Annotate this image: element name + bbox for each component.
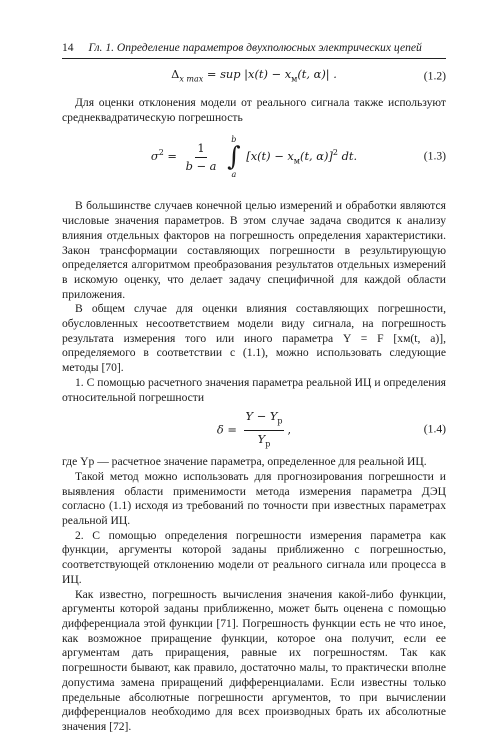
paragraph: Такой метод можно использовать для прогнозирования погрешности и выявления области применимости метода измерения параметра ДЭЦ согласно (1.1) исходя из требований по точности при известных параметрах реальной ИЦ. (62, 469, 446, 528)
paragraph: Как известно, погрешность вычисления значения какой-либо функции, аргументы которой заданы приближенно, может быть оценена с помощью дифференциала этой функции [71]. Погрешность функции есть не что иное, как возможное приращение функции, которое она получит, если ее аргументам дать приращения, равные их погрешностям. Так как погрешности бывают, как правило, достаточно малы, то практически вполне допустима замена приращений дифференциалами. Если известны только предельные абсолютные погрешности аргументов, то при вычислении дифференциалов необходимо для всех производных брать их абсолютные значения [72]. (62, 587, 446, 733)
paragraph: 1. С помощью расчетного значения параметра реальной ИЦ и определения относительной погрешности (62, 375, 446, 404)
paragraph: В большинстве случаев конечной целью измерений и обработки являются числовые значения параметров. В этом случае задача сводится к анализу влияния отдельных факторов на погрешность определения характеристики. Закон трансформации составляющих погрешности в результирующую определяется алгоритмом преобразования результатов отдельных измерений в искомую оценку, что делает задачу специфичной для каждой области приложения. (62, 199, 446, 301)
page-number: 14 (62, 41, 74, 54)
equation-1-2 (62, 66, 446, 88)
equation-number: (1.4) (423, 422, 446, 436)
equation-1-3-formula: $\sigma^2$ = $\frac{1}{b - a}$ b ∫ a [$x(t) - x_м(t$, α)]$^2$ dt. (150, 135, 358, 180)
paragraph: где Yр — расчетное значение параметра, определенное для реальной ИЦ. (62, 455, 427, 469)
header-rule (62, 58, 446, 59)
page-body (62, 66, 446, 735)
paragraph: Для оценки отклонения модели от реального сигнала также используют среднеквадратическую погрешность (62, 96, 446, 124)
integral-sign: b ∫ a (227, 135, 241, 180)
equation-1-4 (62, 409, 446, 451)
equation-1-4-formula: δ = $\frac{Y - Y_p}{Y_p}$ , (216, 408, 292, 449)
running-title: Гл. 1. Определение параметров двухполюсных электрических цепей (88, 41, 422, 54)
equation-1-2-formula: $\Delta_{x max}$ = sup $|x(t) - x_м(t$, α)| . (171, 67, 337, 84)
equation-1-3 (62, 125, 446, 189)
equation-number: (1.2) (423, 69, 446, 83)
paragraph: 2. С помощью определения погрешности измерения параметра как функции, аргументы которой заданы приближенно с погрешностью, соответствующей отклонению модели от реального сигнала или процесса в ИЦ. (62, 528, 446, 586)
equation-number: (1.3) (423, 150, 446, 164)
paragraph: В общем случае для оценки влияния составляющих погрешности, обусловленных несоответствием модели виду сигнала, на погрешность результата измерения того или иного параметра Y = F [xм(t, a)], определяемого в соответствии с (1.1), можно использовать следующие методы [70]. (62, 302, 446, 375)
running-header (62, 41, 446, 55)
